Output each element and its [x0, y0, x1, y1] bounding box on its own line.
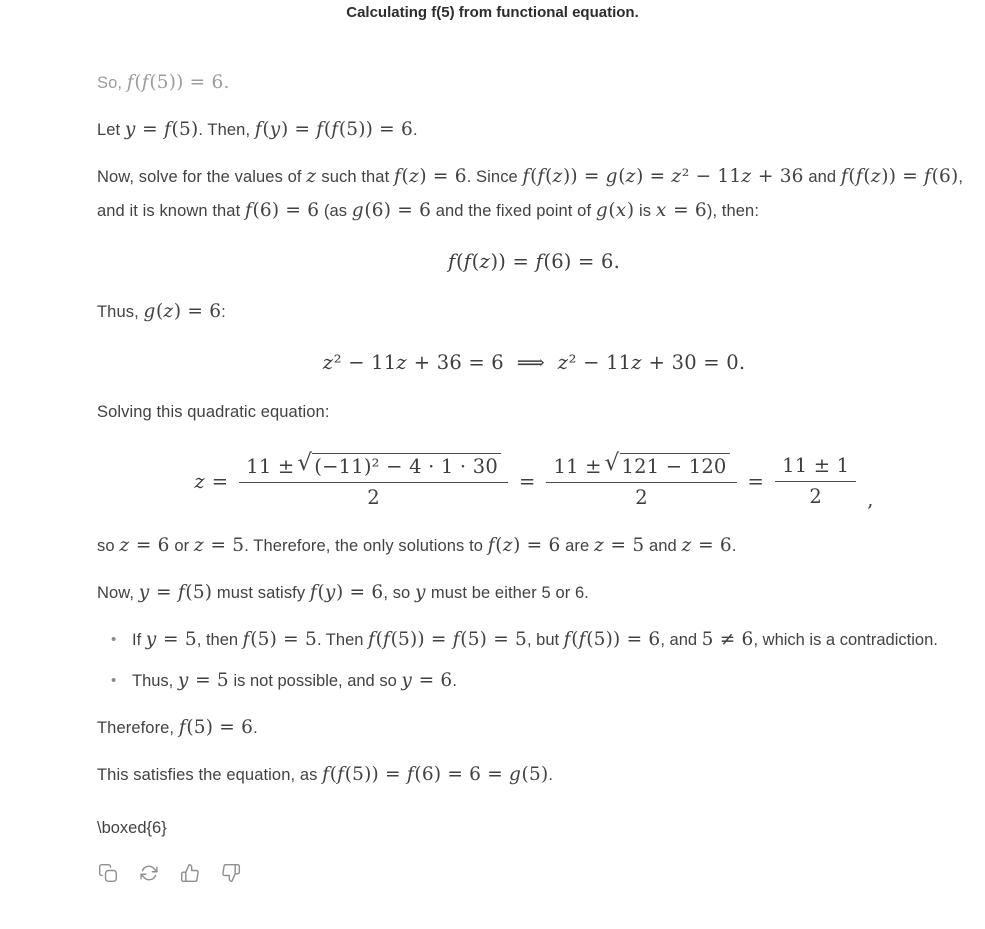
bullet-list [97, 623, 971, 698]
sqrt-expression: √ 121 − 120 [605, 453, 730, 478]
bullet-item-conclusion: • Thus, y = 5 is not possible, and so y = 6. [132, 664, 971, 698]
equals-sign: = [518, 469, 536, 493]
thumbs-down-button[interactable] [220, 862, 242, 884]
equals-sign: = [747, 469, 765, 493]
equation-quadratic: z² − 11z + 36 = 6 ⟹ z² − 11z + 30 = 0. [322, 351, 746, 374]
thumbs-up-icon [180, 863, 200, 883]
paragraph-therefore: Therefore, f(5) = 6. [97, 717, 258, 738]
fraction-2: 11 ± √ 121 − 120 2 [546, 453, 736, 509]
assistant-message [0, 21, 985, 884]
paragraph-let-y: Let y = f(5). Then, f(y) = f(f(5)) = 6. [97, 119, 418, 140]
trailing-comma: , [867, 488, 874, 511]
paragraph-now-y: Now, y = f(5) must satisfy f(y) = 6, so y must be either 5 or 6. [97, 582, 589, 603]
sqrt-expression: √ (−11)² − 4 · 1 · 30 [297, 453, 501, 478]
radical-sign: √ [604, 450, 620, 476]
radical-sign: √ [297, 450, 313, 476]
regenerate-button[interactable] [138, 862, 160, 884]
copy-icon [98, 863, 118, 883]
paragraph-so-z: so z = 6 or z = 5. Therefore, the only solutions to f(z) = 6 are z = 5 and z = 6. [97, 535, 737, 556]
regenerate-icon [139, 863, 159, 883]
fraction-1: 11 ± √ (−11)² − 4 · 1 · 30 2 [239, 453, 508, 509]
equation-ffz: f(f(z)) = f(6) = 6. [448, 250, 620, 273]
paragraph-solve-z: Now, solve for the values of z such that f(z) = 6. Since f(f(z)) = g(z) = z² − 11z + 36 and f(f(z)) = f(6), and it is known that f(6) = 6 (as g(6) = 6 and the fixed point of g(x) is x = 6), then: [97, 166, 964, 221]
formula-lhs: z = [194, 469, 229, 493]
fraction-3: $\frac{11 \pm 1}{2}$ [775, 454, 856, 508]
page-title: Calculating f(5) from functional equation. [346, 4, 639, 21]
paragraph-satisfies: This satisfies the equation, as f(f(5)) = f(6) = 6 = g(5). [97, 764, 554, 785]
paragraph-solving: Solving this quadratic equation: [97, 403, 330, 421]
thumbs-up-button[interactable] [179, 862, 201, 884]
copy-button[interactable] [97, 862, 119, 884]
bullet-item-contradiction: • If y = 5, then f(5) = 5. Then f(f(5)) = f(5) = 5, but f(f(5)) = 6, and 5 ≠ 6, which is a contradiction. [132, 623, 971, 657]
paragraph-so-ff5: So, f(f(5)) = 6. [97, 72, 230, 93]
thumbs-down-icon [221, 863, 241, 883]
boxed-answer: \boxed{6} [97, 819, 167, 837]
paragraph-thus-gz: Thus, g(z) = 6: [97, 301, 226, 322]
equation-quadratic-formula [97, 450, 971, 511]
message-action-bar [97, 862, 971, 884]
